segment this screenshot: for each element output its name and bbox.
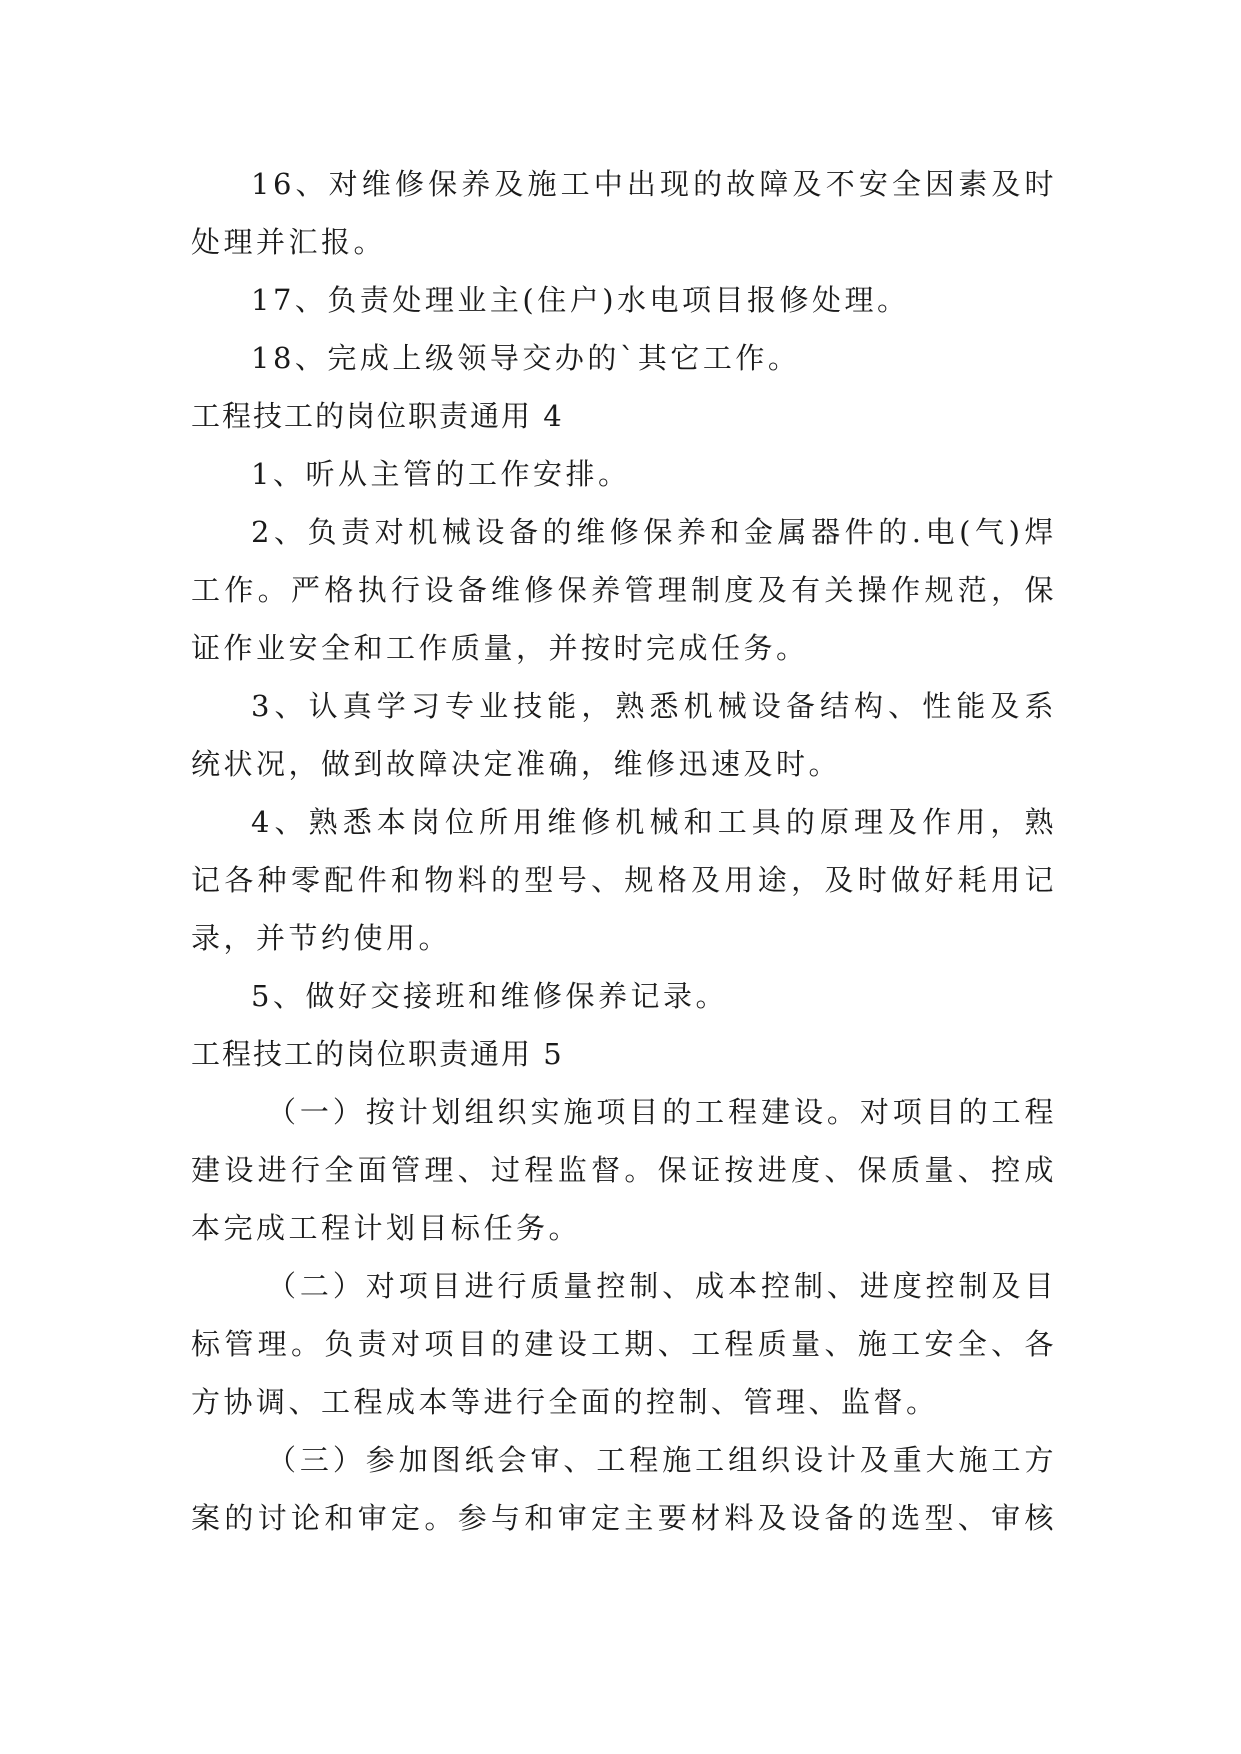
text-line: 方协调、工程成本等进行全面的控制、管理、监督。 — [191, 1385, 939, 1419]
text-line: （一）按计划组织实施项目的工程建设。对项目的工程 — [267, 1095, 1057, 1129]
text-line: 本完成工程计划目标任务。 — [191, 1211, 582, 1245]
text-line: 工作。严格执行设备维修保养管理制度及有关操作规范，保 — [191, 573, 1057, 607]
text-line: 18、完成上级领导交办的`其它工作。 — [251, 341, 801, 375]
text-line: 2、负责对机械设备的维修保养和金属器件的.电(气)焊 — [251, 515, 1057, 549]
text-line: （三）参加图纸会审、工程施工组织设计及重大施工方 — [267, 1443, 1057, 1477]
text-line: 建设进行全面管理、过程监督。保证按进度、保质量、控成 — [191, 1153, 1057, 1187]
text-line: 标管理。负责对项目的建设工期、工程质量、施工安全、各 — [191, 1327, 1057, 1361]
section-heading: 工程技工的岗位职责通用 5 — [191, 1037, 564, 1071]
text-line: 17、负责处理业主(住户)水电项目报修处理。 — [251, 283, 910, 317]
text-line: 案的讨论和审定。参与和审定主要材料及设备的选型、审核 — [191, 1501, 1057, 1535]
text-line: 16、对维修保养及施工中出现的故障及不安全因素及时 — [251, 167, 1057, 201]
text-line: 统状况，做到故障决定准确，维修迅速及时。 — [191, 747, 842, 781]
text-line: 录，并节约使用。 — [191, 921, 452, 955]
text-line: 证作业安全和工作质量，并按时完成任务。 — [191, 631, 809, 665]
text-line: 处理并汇报。 — [191, 225, 387, 259]
document-body — [191, 155, 1057, 1547]
text-line: 4、熟悉本岗位所用维修机械和工具的原理及作用，熟 — [251, 805, 1057, 839]
text-line: 5、做好交接班和维修保养记录。 — [251, 979, 728, 1013]
text-line: 1、听从主管的工作安排。 — [251, 457, 631, 491]
section-heading: 工程技工的岗位职责通用 4 — [191, 399, 564, 433]
text-line: 3、认真学习专业技能，熟悉机械设备结构、性能及系 — [251, 689, 1057, 723]
text-line: 记各种零配件和物料的型号、规格及用途，及时做好耗用记 — [191, 863, 1057, 897]
text-line: （二）对项目进行质量控制、成本控制、进度控制及目 — [267, 1269, 1057, 1303]
